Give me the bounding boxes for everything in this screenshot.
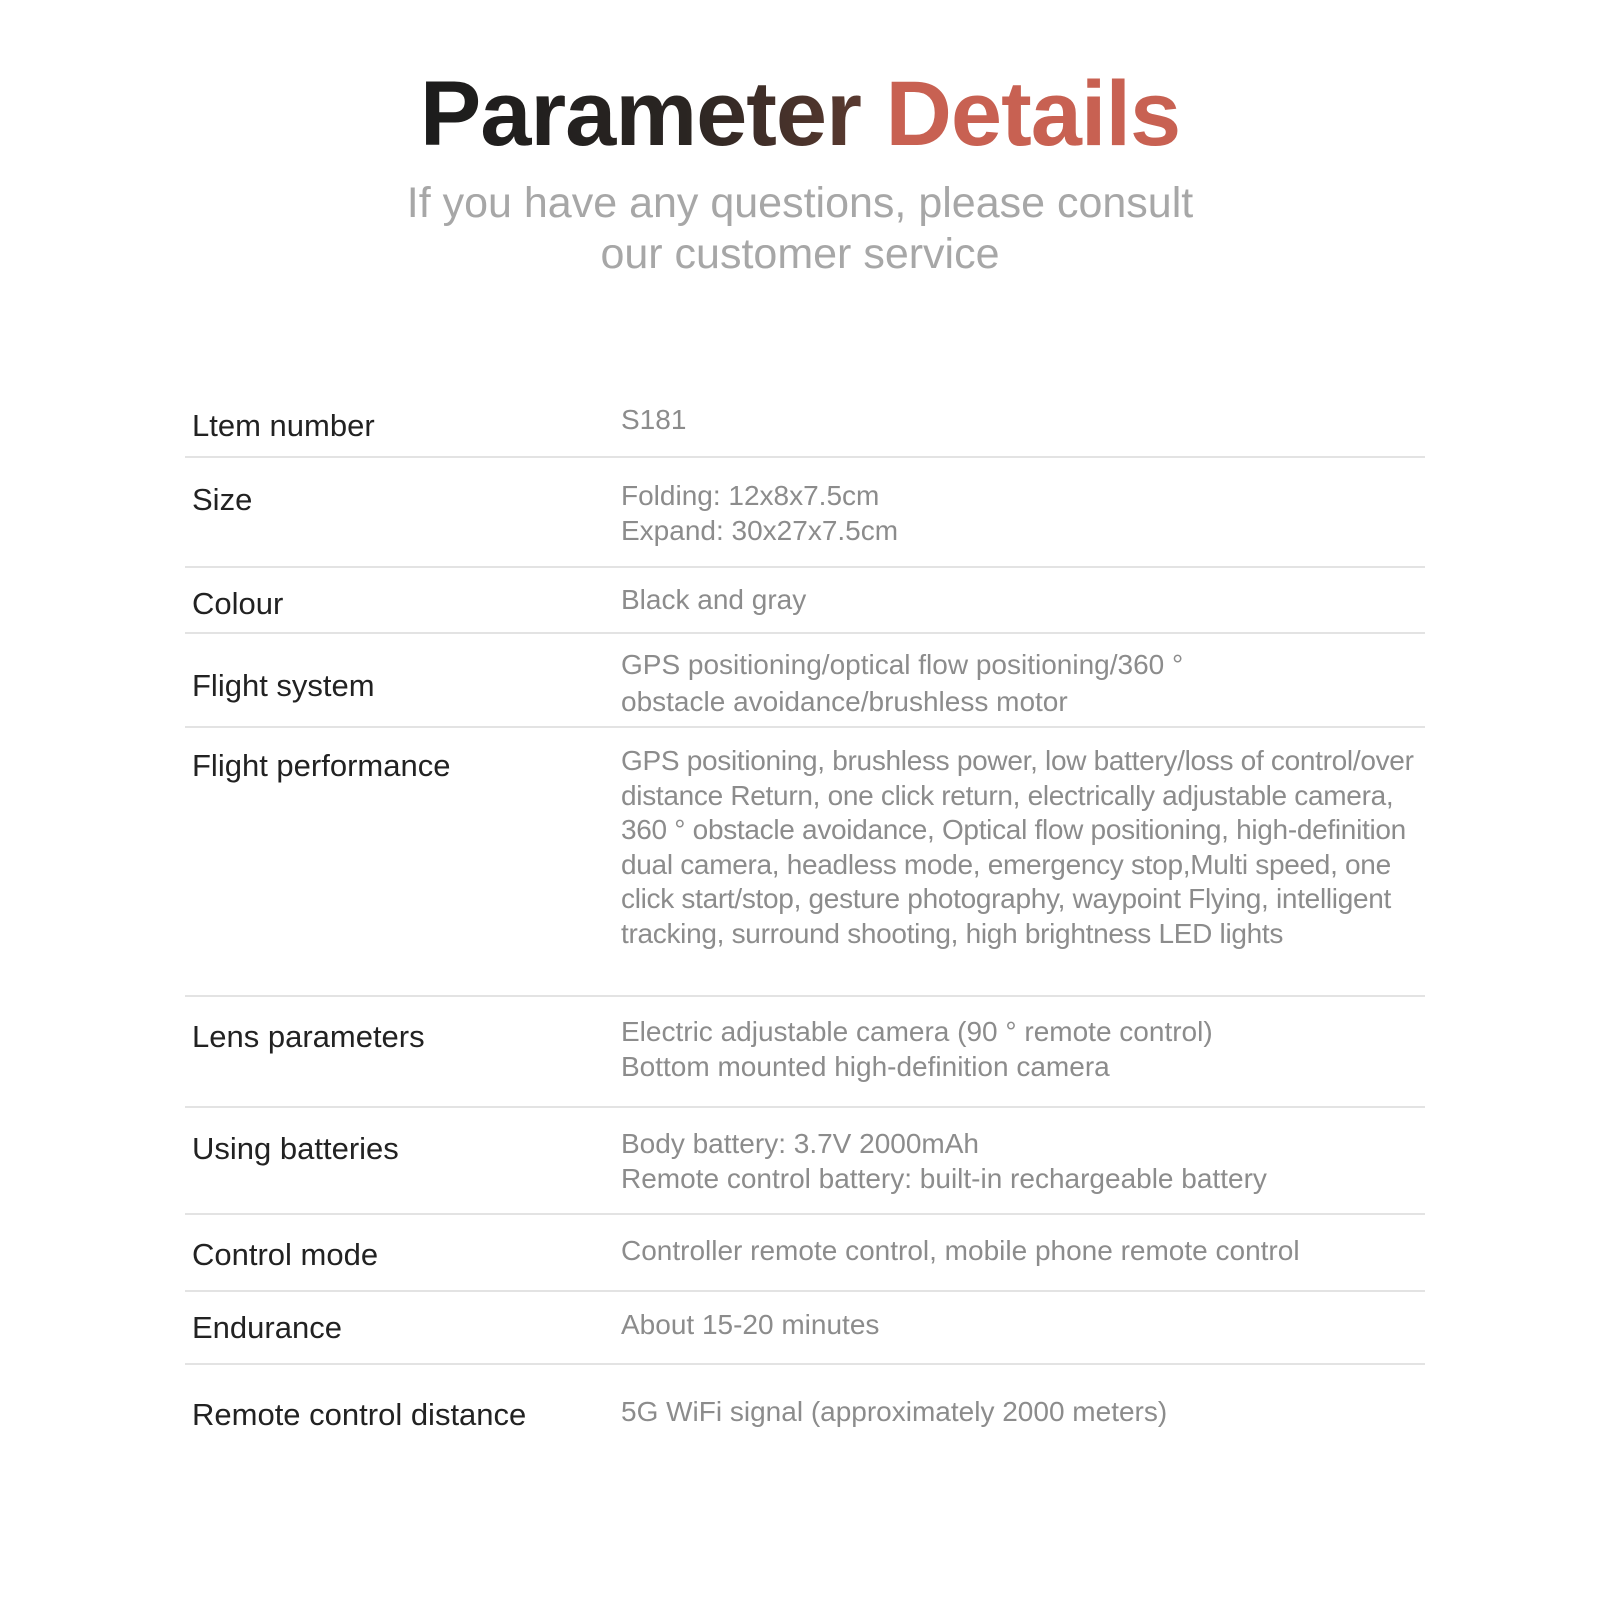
- spec-label: Ltem number: [192, 408, 375, 443]
- spec-row-colour: [185, 568, 1425, 634]
- spec-row-batteries: [185, 1108, 1425, 1215]
- spec-row-flight-performance: [185, 728, 1425, 997]
- spec-value-line: About 15-20 minutes: [621, 1309, 880, 1340]
- spec-value: [621, 1126, 1421, 1196]
- spec-label: Size: [192, 482, 253, 517]
- spec-row-size: [185, 458, 1425, 568]
- spec-row-endurance: [185, 1292, 1425, 1365]
- spec-row-remote-distance: [185, 1365, 1425, 1455]
- spec-value: [621, 582, 1421, 617]
- spec-row-control-mode: [185, 1215, 1425, 1292]
- page-title: [0, 64, 1600, 164]
- spec-row-flight-system: [185, 634, 1425, 728]
- spec-value: [621, 1394, 1421, 1429]
- spec-value-line: Controller remote control, mobile phone remote control: [621, 1235, 1300, 1266]
- spec-label: Flight system: [192, 668, 375, 703]
- subtitle-line: our customer service: [600, 230, 1000, 278]
- spec-label: Lens parameters: [192, 1019, 425, 1054]
- spec-label: Remote control distance: [192, 1397, 527, 1432]
- spec-value: [621, 402, 1421, 437]
- spec-label: Flight performance: [192, 748, 451, 783]
- spec-label: Control mode: [192, 1237, 379, 1272]
- title-accent: Details: [885, 63, 1181, 165]
- title-primary: Parameter: [419, 63, 861, 165]
- spec-label: Endurance: [192, 1310, 342, 1345]
- spec-label: Colour: [192, 586, 284, 621]
- spec-table: [185, 402, 1425, 1455]
- spec-label: Using batteries: [192, 1131, 399, 1166]
- spec-row-lens-parameters: [185, 997, 1425, 1108]
- spec-value: [621, 646, 1421, 720]
- spec-value-line: Folding: 12x8x7.5cm: [621, 480, 880, 511]
- subtitle-line: If you have any questions, please consult: [406, 179, 1194, 227]
- spec-value-line: 5G WiFi signal (approximately 2000 meters): [621, 1396, 1168, 1427]
- spec-value-line: Remote control battery: built-in rechargeable battery: [621, 1163, 1267, 1194]
- spec-value-line: S181: [621, 404, 687, 435]
- page-subtitle: [370, 178, 1230, 280]
- spec-value-line: obstacle avoidance/brushless motor: [621, 686, 1068, 717]
- spec-value-line: Body battery: 3.7V 2000mAh: [621, 1128, 979, 1159]
- spec-value-line: Electric adjustable camera (90 ° remote control): [621, 1016, 1213, 1047]
- spec-value-line: Bottom mounted high-definition camera: [621, 1051, 1110, 1082]
- spec-value-line: Black and gray: [621, 584, 807, 615]
- spec-value: GPS positioning, brushless power, low battery/loss of control/over distance Return, one click return, electrically adjustable camera, 360 ° obstacle avoidance, Optical flow positioning, high-definition dual camera, headless mode, emergency stop,Multi speed, one click start/stop, gesture photography, waypoint Flying, intelligent tracking, surround shooting, high brightness LED lights: [621, 745, 1414, 949]
- spec-value: [621, 478, 1421, 548]
- spec-value: [621, 1307, 1421, 1342]
- spec-value-line: GPS positioning/optical flow positioning/360 °: [621, 649, 1184, 680]
- spec-value-line: Expand: 30x27x7.5cm: [621, 515, 899, 546]
- spec-row-item-number: [185, 402, 1425, 458]
- spec-value: [621, 1233, 1421, 1268]
- spec-value: [621, 1014, 1421, 1084]
